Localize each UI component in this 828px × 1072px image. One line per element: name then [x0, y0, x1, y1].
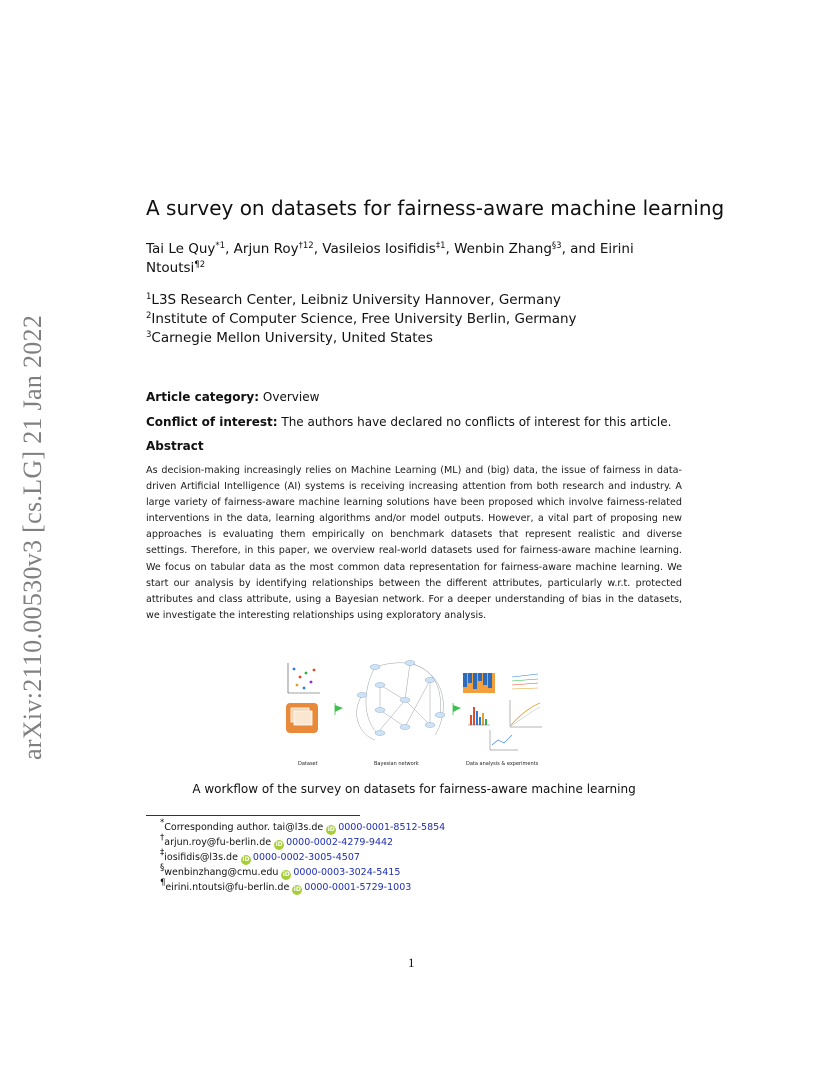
- footnote: †arjun.roy@fu-berlin.de iD 0000-0002-4279-9442: [160, 833, 394, 848]
- dataset-scatter-icon: [288, 663, 320, 693]
- author: Wenbin Zhang$^{\S 3}$, and Eirini: [454, 241, 634, 257]
- arrow-icon: [453, 705, 461, 712]
- affiliation: $^2$Institute of Computer Science, Free University Berlin, Germany: [146, 311, 577, 327]
- analysis-bar-chart-thumbnail: [463, 673, 495, 693]
- orcid-icon: iD: [242, 856, 250, 863]
- footnote: ‡iosifidis@l3s.de iD 0000-0002-3005-4507: [160, 848, 360, 863]
- affiliations: [146, 291, 577, 348]
- page-number: 1: [408, 955, 415, 970]
- figure-label-analysis: Data analysis & experiments: [466, 761, 539, 767]
- orcid-icon: iD: [275, 841, 283, 848]
- footnote: ¶eirini.ntoutsi@fu-berlin.de iD 0000-0001-5729-1003: [160, 878, 412, 893]
- footnote: §wenbinzhang@cmu.edu iD 0000-0003-3024-5415: [160, 863, 401, 878]
- author: Vasileios Iosifidis$^{\ddagger 1}$,: [322, 241, 455, 257]
- footnote-divider: [146, 815, 360, 816]
- orcid-link[interactable]: 0000-0002-4279-9442: [286, 837, 394, 848]
- author: Tai Le Quy$^{*1}$,: [146, 241, 234, 257]
- arxiv-identifier: arXiv:2110.00530v3 [cs.LG] 21 Jan 2022: [18, 314, 47, 760]
- abstract-heading: Abstract: [146, 439, 204, 453]
- arrow-icon: [335, 705, 343, 712]
- abstract-text: As decision-making increasingly relies on Machine Learning (ML) and (big) data, the issue of fairness in data-driven Artificial Intelligence (AI) systems is receiving increasing attention from both research and industry. A large variety of fairness-aware machine learning solutions have been proposed which involve fairness-related interventions in the data, learning algorithms and/or model outputs. However, a vital part of proposing new approaches is evaluating them empirically on benchmark datasets that represent realistic and diverse settings. Therefore, in this paper, we overview real-world datasets used for fairness-aware machine learning. We focus on tabular data as the most common data representation for fairness-aware machine learning. We start our analysis by identifying relationships between the different attributes, particularly w.r.t. protected attributes and class attribute, using a Bayesian network. For a deeper understanding of bias in the datasets, we investigate the interesting relationships using exploratory analysis.: [146, 465, 682, 621]
- paper-title: A survey on datasets for fairness-aware machine learning: [146, 196, 725, 220]
- orcid-link[interactable]: 0000-0001-8512-5854: [338, 822, 446, 833]
- footnote: *Corresponding author. tai@l3s.de iD 0000-0001-8512-5854: [160, 818, 446, 833]
- orcid-link[interactable]: 0000-0001-5729-1003: [304, 882, 412, 893]
- author: Arjun Roy$^{\dagger 12}$,: [233, 241, 323, 257]
- figure-label-bayesian: Bayesian network: [374, 761, 419, 767]
- analysis-small-plot-thumbnail: [490, 730, 518, 750]
- figure-caption: A workflow of the survey on datasets for fairness-aware machine learning: [192, 782, 636, 796]
- orcid-icon: iD: [327, 826, 335, 833]
- orcid-icon: iD: [282, 871, 290, 878]
- analysis-histogram-thumbnail: [468, 707, 490, 725]
- figure-label-dataset: Dataset: [298, 761, 318, 767]
- affiliation: $^1$L3S Research Center, Leibniz University Hannover, Germany: [146, 292, 561, 308]
- analysis-line-chart-thumbnail: [512, 674, 538, 689]
- bayesian-network-graph: [357, 663, 444, 740]
- article-category: Article category: Overview: [146, 390, 320, 404]
- analysis-curve-thumbnail: [510, 700, 542, 727]
- affiliation: $^3$Carnegie Mellon University, United States: [146, 330, 433, 346]
- footnotes: [160, 820, 445, 895]
- orcid-link[interactable]: 0000-0003-3024-5415: [293, 867, 401, 878]
- author: Ntoutsi$^{\P 2}$: [146, 260, 206, 276]
- author-list: [146, 240, 666, 278]
- orcid-link[interactable]: 0000-0002-3005-4507: [252, 852, 360, 863]
- conflict-of-interest: Conflict of interest: The authors have declared no conflicts of interest for this article.: [146, 415, 672, 429]
- database-icon: [286, 703, 318, 733]
- workflow-figure: [280, 655, 552, 770]
- orcid-icon: iD: [293, 886, 301, 893]
